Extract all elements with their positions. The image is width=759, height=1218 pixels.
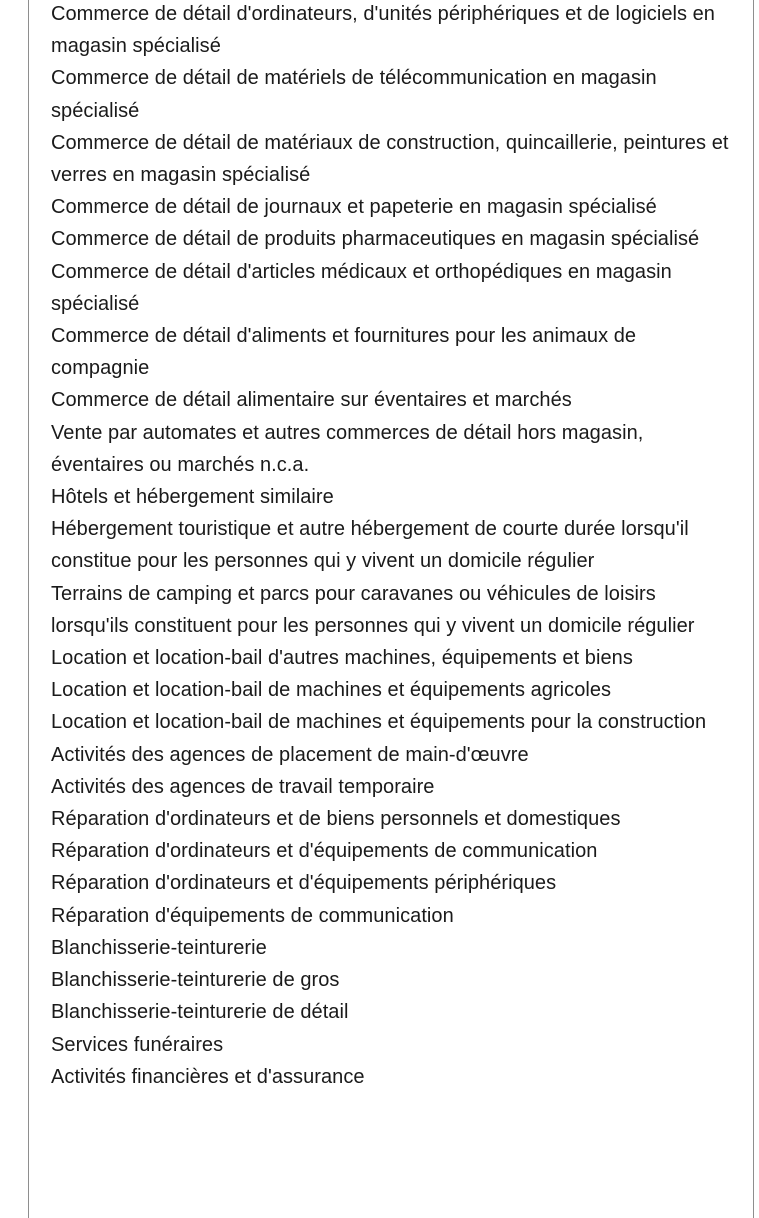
list-item: Activités des agences de travail temporaire xyxy=(51,775,435,798)
list-item: Réparation d'ordinateurs et d'équipements de communication xyxy=(51,840,598,863)
list-item: Réparation d'équipements de communication xyxy=(51,904,454,927)
list-item: Commerce de détail de matériaux de construction, quincaillerie, peintures et verres en magasin spécialisé xyxy=(51,131,729,187)
list-item: Blanchisserie-teinturerie de détail xyxy=(51,1001,349,1024)
list-item: Location et location-bail de machines et équipements agricoles xyxy=(51,679,612,702)
list-item: Services funéraires xyxy=(51,1033,224,1056)
list-item: Commerce de détail d'articles médicaux et orthopédiques en magasin spécialisé xyxy=(51,260,672,315)
list-item: Activités des agences de placement de main-d'œuvre xyxy=(51,743,529,766)
list-item: Commerce de détail d'aliments et fournitures pour les animaux de compagnie xyxy=(51,325,637,380)
list-item: Blanchisserie-teinturerie xyxy=(51,936,267,959)
activity-list-panel xyxy=(28,0,754,1218)
list-item: Hébergement touristique et autre hébergement de courte durée lorsqu'il constitue pour les personnes qui y vivent un domicile régulier xyxy=(51,518,689,573)
list-item: Commerce de détail de matériels de télécommunication en magasin spécialisé xyxy=(51,67,657,122)
list-item: Réparation d'ordinateurs et de biens personnels et domestiques xyxy=(51,808,621,831)
list-item: Réparation d'ordinateurs et d'équipements périphériques xyxy=(51,872,557,895)
list-item: Commerce de détail de produits pharmaceutiques en magasin spécialisé xyxy=(51,228,700,251)
list-item: Hôtels et hébergement similaire xyxy=(51,486,334,509)
list-item: Terrains de camping et parcs pour caravanes ou véhicules de loisirs lorsqu'ils constituent pour les personnes qui y vivent un domicile régulier xyxy=(51,582,695,637)
list-item: Commerce de détail d'ordinateurs, d'unités périphériques et de logiciels en magasin spécialisé xyxy=(51,3,715,58)
list-item: Activités financières et d'assurance xyxy=(51,1065,365,1088)
list-item: Commerce de détail alimentaire sur éventaires et marchés xyxy=(51,389,572,412)
list-item: Blanchisserie-teinturerie de gros xyxy=(51,969,340,992)
list-item: Location et location-bail d'autres machines, équipements et biens xyxy=(51,647,633,670)
activity-list xyxy=(29,0,753,1093)
list-item: Vente par automates et autres commerces de détail hors magasin, éventaires ou marchés n.c.a. xyxy=(51,421,644,476)
list-item: Commerce de détail de journaux et papeterie en magasin spécialisé xyxy=(51,196,657,219)
list-item: Location et location-bail de machines et équipements pour la construction xyxy=(51,711,707,734)
